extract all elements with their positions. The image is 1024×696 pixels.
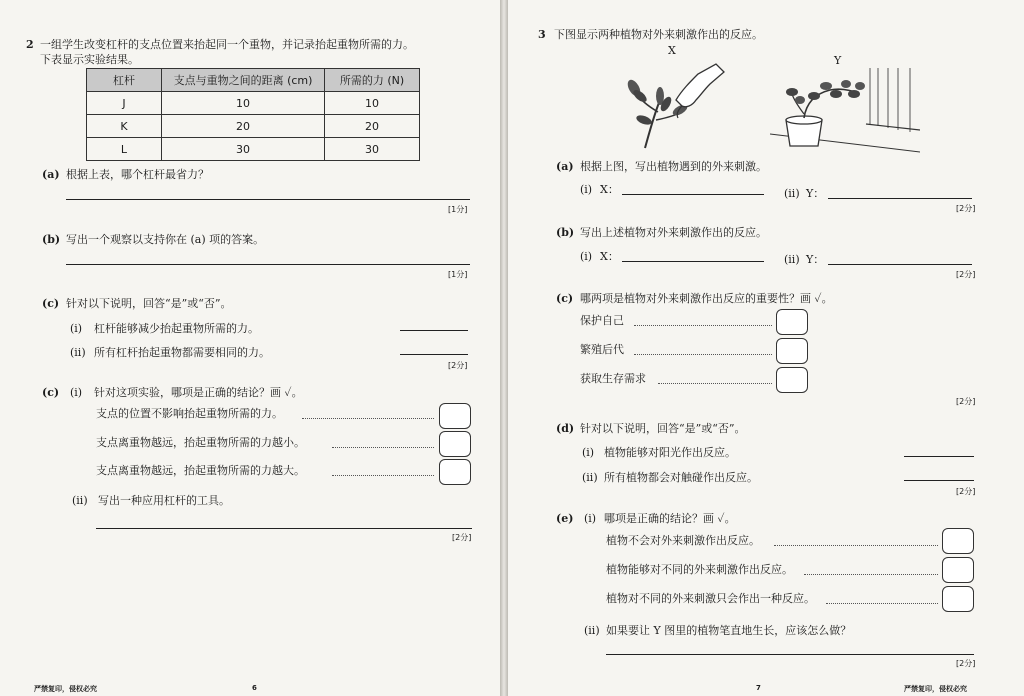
question-2-intro: 一组学生改变杠杆的支点位置来抬起同一个重物，并记录抬起重物所需的力。 bbox=[40, 38, 414, 51]
table-cell: K bbox=[87, 115, 162, 138]
q2-a-mark: [1分] bbox=[448, 205, 468, 214]
q2-c-label: (c) bbox=[42, 297, 60, 310]
q3-e-ii-label: (ii) bbox=[584, 624, 600, 637]
q3-e-checkbox-1[interactable] bbox=[942, 528, 974, 554]
q3-e-option-1: 植物不会对外来刺激作出反应。 bbox=[606, 534, 760, 547]
leader-dots bbox=[634, 354, 772, 355]
q3-d-i-label: (i) bbox=[582, 446, 595, 459]
q3-a-text: 根据上图，写出植物遇到的外来刺激。 bbox=[580, 160, 767, 173]
q2-c2-label: (c) bbox=[42, 386, 60, 399]
q3-c-label: (c) bbox=[556, 292, 574, 305]
table-cell: J bbox=[87, 92, 162, 115]
q2-c-text: 针对以下说明，回答“是”或“否”。 bbox=[66, 297, 232, 310]
q3-c-option-2: 繁殖后代 bbox=[580, 343, 624, 356]
q2-c2-option-3: 支点离重物越远，抬起重物所需的力越大。 bbox=[96, 464, 305, 477]
q3-c-text: 哪两项是植物对外来刺激作出反应的重要性？画 ✓。 bbox=[580, 292, 833, 305]
right-page bbox=[508, 0, 1024, 696]
q3-b-ii-label: (ii) bbox=[784, 253, 800, 266]
book-gutter bbox=[500, 0, 508, 696]
q2-b-label: (b) bbox=[42, 233, 61, 246]
q2-a-text: 根据上表，哪个杠杆最省力？ bbox=[66, 168, 209, 181]
q2-c2-ii-answer-line[interactable] bbox=[96, 528, 472, 529]
copyright-notice-right: 严禁复印，侵权必究 bbox=[904, 685, 967, 693]
q3-b-ii-answer-line[interactable] bbox=[828, 264, 972, 265]
q3-c-option-3: 获取生存需求 bbox=[580, 372, 646, 385]
figure-y-window-plant bbox=[770, 64, 920, 156]
table-header: 支点与重物之间的距离 (cm) bbox=[162, 69, 325, 92]
q2-c-ii-answer-line[interactable] bbox=[400, 354, 468, 355]
q3-e-i-text: 哪项是正确的结论？画 ✓。 bbox=[604, 512, 736, 525]
q3-d-ii-text: 所有植物都会对触碰作出反应。 bbox=[604, 471, 758, 484]
q2-c2-option-2: 支点离重物越远，抬起重物所需的力越小。 bbox=[96, 436, 305, 449]
q3-d-i-answer-line[interactable] bbox=[904, 456, 974, 457]
q3-a-i-label: (i) bbox=[580, 183, 593, 196]
leader-dots bbox=[774, 545, 938, 546]
q3-b-i-answer-line[interactable] bbox=[622, 261, 764, 262]
q2-c2-ii-text: 写出一种应用杠杆的工具。 bbox=[98, 494, 230, 507]
q3-a-ii-answer-line[interactable] bbox=[828, 198, 972, 199]
page-number-left: 6 bbox=[252, 684, 257, 692]
table-header: 所需的力 (N) bbox=[325, 69, 420, 92]
q3-d-mark: [2分] bbox=[956, 487, 976, 496]
q2-c-ii-label: (ii) bbox=[70, 346, 86, 359]
q3-d-i-text: 植物能够对阳光作出反应。 bbox=[604, 446, 736, 459]
q3-b-text: 写出上述植物对外来刺激作出的反应。 bbox=[580, 226, 767, 239]
figure-x-label: X bbox=[668, 44, 676, 57]
leader-dots bbox=[332, 447, 434, 448]
q2-c2-mark: [2分] bbox=[452, 533, 472, 542]
q2-c2-option-1: 支点的位置不影响抬起重物所需的力。 bbox=[96, 407, 283, 420]
q3-e-ii-answer-line[interactable] bbox=[606, 654, 974, 655]
figure-x-touch-plant bbox=[620, 60, 730, 150]
table-header: 杠杆 bbox=[87, 69, 162, 92]
q2-c2-i-text: 针对这项实验，哪项是正确的结论？画 ✓。 bbox=[94, 386, 303, 399]
q3-d-ii-answer-line[interactable] bbox=[904, 480, 974, 481]
question-2-intro-2: 下表显示实验结果。 bbox=[40, 53, 139, 66]
q2-c2-checkbox-1[interactable] bbox=[439, 403, 471, 429]
q3-d-ii-label: (ii) bbox=[582, 471, 598, 484]
q2-c2-checkbox-3[interactable] bbox=[439, 459, 471, 485]
copyright-notice-left: 严禁复印，侵权必究 bbox=[34, 685, 97, 693]
q3-c-checkbox-2[interactable] bbox=[776, 338, 808, 364]
q2-c2-checkbox-2[interactable] bbox=[439, 431, 471, 457]
q3-d-label: (d) bbox=[556, 422, 575, 435]
q3-b-i-text: X： bbox=[600, 250, 619, 263]
q3-c-mark: [2分] bbox=[956, 397, 976, 406]
q2-b-text: 写出一个观察以支持你在 (a) 项的答案。 bbox=[66, 233, 265, 246]
q3-d-text: 针对以下说明，回答“是”或“否”。 bbox=[580, 422, 746, 435]
table-row bbox=[87, 115, 420, 138]
q3-e-i-label: (i) bbox=[584, 512, 597, 525]
question-3-intro: 下图显示两种植物对外来刺激作出的反应。 bbox=[554, 28, 763, 41]
q3-a-mark: [2分] bbox=[956, 204, 976, 213]
q3-e-option-3: 植物对不同的外来刺激只会作出一种反应。 bbox=[606, 592, 815, 605]
leader-dots bbox=[634, 325, 772, 326]
q2-a-label: (a) bbox=[42, 168, 60, 181]
figure-y-label: Y bbox=[834, 54, 842, 67]
table-cell: 30 bbox=[162, 138, 325, 161]
q2-b-mark: [1分] bbox=[448, 270, 468, 279]
q2-c2-ii-label: (ii) bbox=[72, 494, 88, 507]
table-cell: 10 bbox=[162, 92, 325, 115]
q2-c-ii-text: 所有杠杆抬起重物都需要相同的力。 bbox=[94, 346, 270, 359]
table-cell: 10 bbox=[325, 92, 420, 115]
q2-c-i-label: (i) bbox=[70, 322, 83, 335]
q3-a-i-text: X： bbox=[600, 183, 619, 196]
left-page bbox=[0, 0, 500, 696]
q3-a-ii-label: (ii) bbox=[784, 187, 800, 200]
leader-dots bbox=[658, 383, 772, 384]
q3-e-checkbox-2[interactable] bbox=[942, 557, 974, 583]
q3-c-checkbox-3[interactable] bbox=[776, 367, 808, 393]
leader-dots bbox=[826, 603, 938, 604]
q3-b-label: (b) bbox=[556, 226, 575, 239]
q2-c-mark: [2分] bbox=[448, 361, 468, 370]
page-number-right: 7 bbox=[756, 684, 761, 692]
question-2-number: 2 bbox=[26, 38, 34, 51]
table-cell: 30 bbox=[325, 138, 420, 161]
q3-e-label: (e) bbox=[556, 512, 574, 525]
q2-c2-i-label: (i) bbox=[70, 386, 83, 399]
table-cell: L bbox=[87, 138, 162, 161]
q2-c-i-answer-line[interactable] bbox=[400, 330, 468, 331]
table-header-row bbox=[87, 69, 420, 92]
leader-dots bbox=[302, 418, 434, 419]
q2-a-answer-line[interactable] bbox=[66, 199, 470, 200]
leader-dots bbox=[332, 475, 434, 476]
q3-e-mark: [2分] bbox=[956, 659, 976, 668]
q3-a-label: (a) bbox=[556, 160, 574, 173]
table-cell: 20 bbox=[325, 115, 420, 138]
q2-b-answer-line[interactable] bbox=[66, 264, 470, 265]
q3-c-option-1: 保护自己 bbox=[580, 314, 624, 327]
table-row bbox=[87, 138, 420, 161]
q3-a-i-answer-line[interactable] bbox=[622, 194, 764, 195]
table-cell: 20 bbox=[162, 115, 325, 138]
leader-dots bbox=[804, 574, 938, 575]
question-3-number: 3 bbox=[538, 28, 546, 41]
q3-a-ii-text: Y： bbox=[806, 187, 825, 200]
q3-b-i-label: (i) bbox=[580, 250, 593, 263]
table-row bbox=[87, 92, 420, 115]
q3-c-checkbox-1[interactable] bbox=[776, 309, 808, 335]
q3-b-ii-text: Y： bbox=[806, 253, 825, 266]
q3-e-ii-text: 如果要让 Y 图里的植物笔直地生长，应该怎么做？ bbox=[606, 624, 852, 637]
q3-e-option-2: 植物能够对不同的外来刺激作出反应。 bbox=[606, 563, 793, 576]
q3-b-mark: [2分] bbox=[956, 270, 976, 279]
q2-c-i-text: 杠杆能够减少抬起重物所需的力。 bbox=[94, 322, 259, 335]
experiment-table bbox=[86, 68, 420, 161]
q3-e-checkbox-3[interactable] bbox=[942, 586, 974, 612]
